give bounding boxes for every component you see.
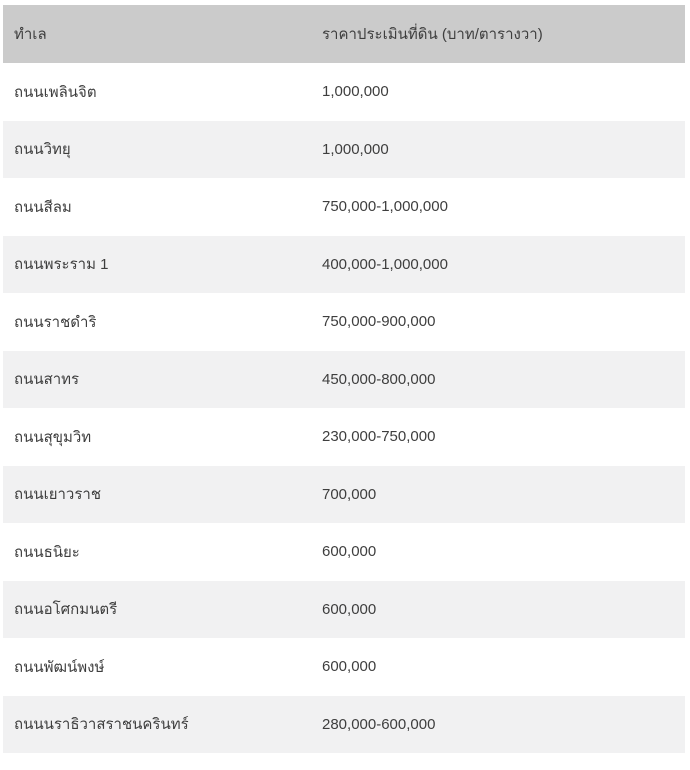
table-row (3, 351, 685, 409)
price-cell: 750,000-900,000 (322, 313, 436, 331)
table-row (3, 696, 685, 754)
price-cell: 1,000,000 (322, 140, 389, 158)
location-cell: ถนนราชดำริ (14, 313, 97, 331)
location-cell: ถนนสุขุมวิท (14, 428, 92, 446)
price-cell: 750,000-1,000,000 (322, 198, 448, 216)
location-cell: ถนนนราธิวาสราชนครินทร์ (14, 716, 189, 734)
table-row (3, 466, 685, 524)
table-row (3, 581, 685, 639)
location-cell: ถนนธนิยะ (14, 543, 80, 561)
table-row (3, 236, 685, 294)
table-row (3, 178, 685, 236)
price-cell: 700,000 (322, 485, 377, 503)
table-row (3, 293, 685, 351)
price-cell: 1,000,000 (322, 83, 389, 101)
location-cell: ถนนวิทยุ (14, 141, 71, 159)
column-header-price: ราคาประเมินที่ดิน (บาท/ตารางวา) (322, 26, 543, 43)
price-cell: 280,000-600,000 (322, 715, 436, 733)
location-cell: ถนนสาทร (14, 371, 80, 389)
price-cell: 600,000 (322, 658, 377, 676)
location-cell: ถนนเยาวราช (14, 486, 102, 504)
price-cell: 400,000-1,000,000 (322, 255, 448, 273)
table-body (3, 63, 685, 753)
price-cell: 600,000 (322, 600, 377, 618)
table-row (3, 523, 685, 581)
location-cell: ถนนพระราม 1 (14, 256, 109, 274)
table-row (3, 63, 685, 121)
location-cell: ถนนเพลินจิต (14, 83, 97, 101)
location-cell: ถนนสีลม (14, 198, 72, 216)
land-price-table (3, 5, 685, 753)
table-row (3, 638, 685, 696)
table-row (3, 408, 685, 466)
price-cell: 600,000 (322, 543, 377, 561)
column-header-location: ทำเล (14, 26, 47, 43)
table-header-row (3, 5, 685, 63)
location-cell: ถนนอโศกมนตรี (14, 601, 118, 619)
price-cell: 450,000-800,000 (322, 370, 436, 388)
price-cell: 230,000-750,000 (322, 428, 436, 446)
table-row (3, 121, 685, 179)
location-cell: ถนนพัฒน์พงษ์ (14, 658, 105, 676)
